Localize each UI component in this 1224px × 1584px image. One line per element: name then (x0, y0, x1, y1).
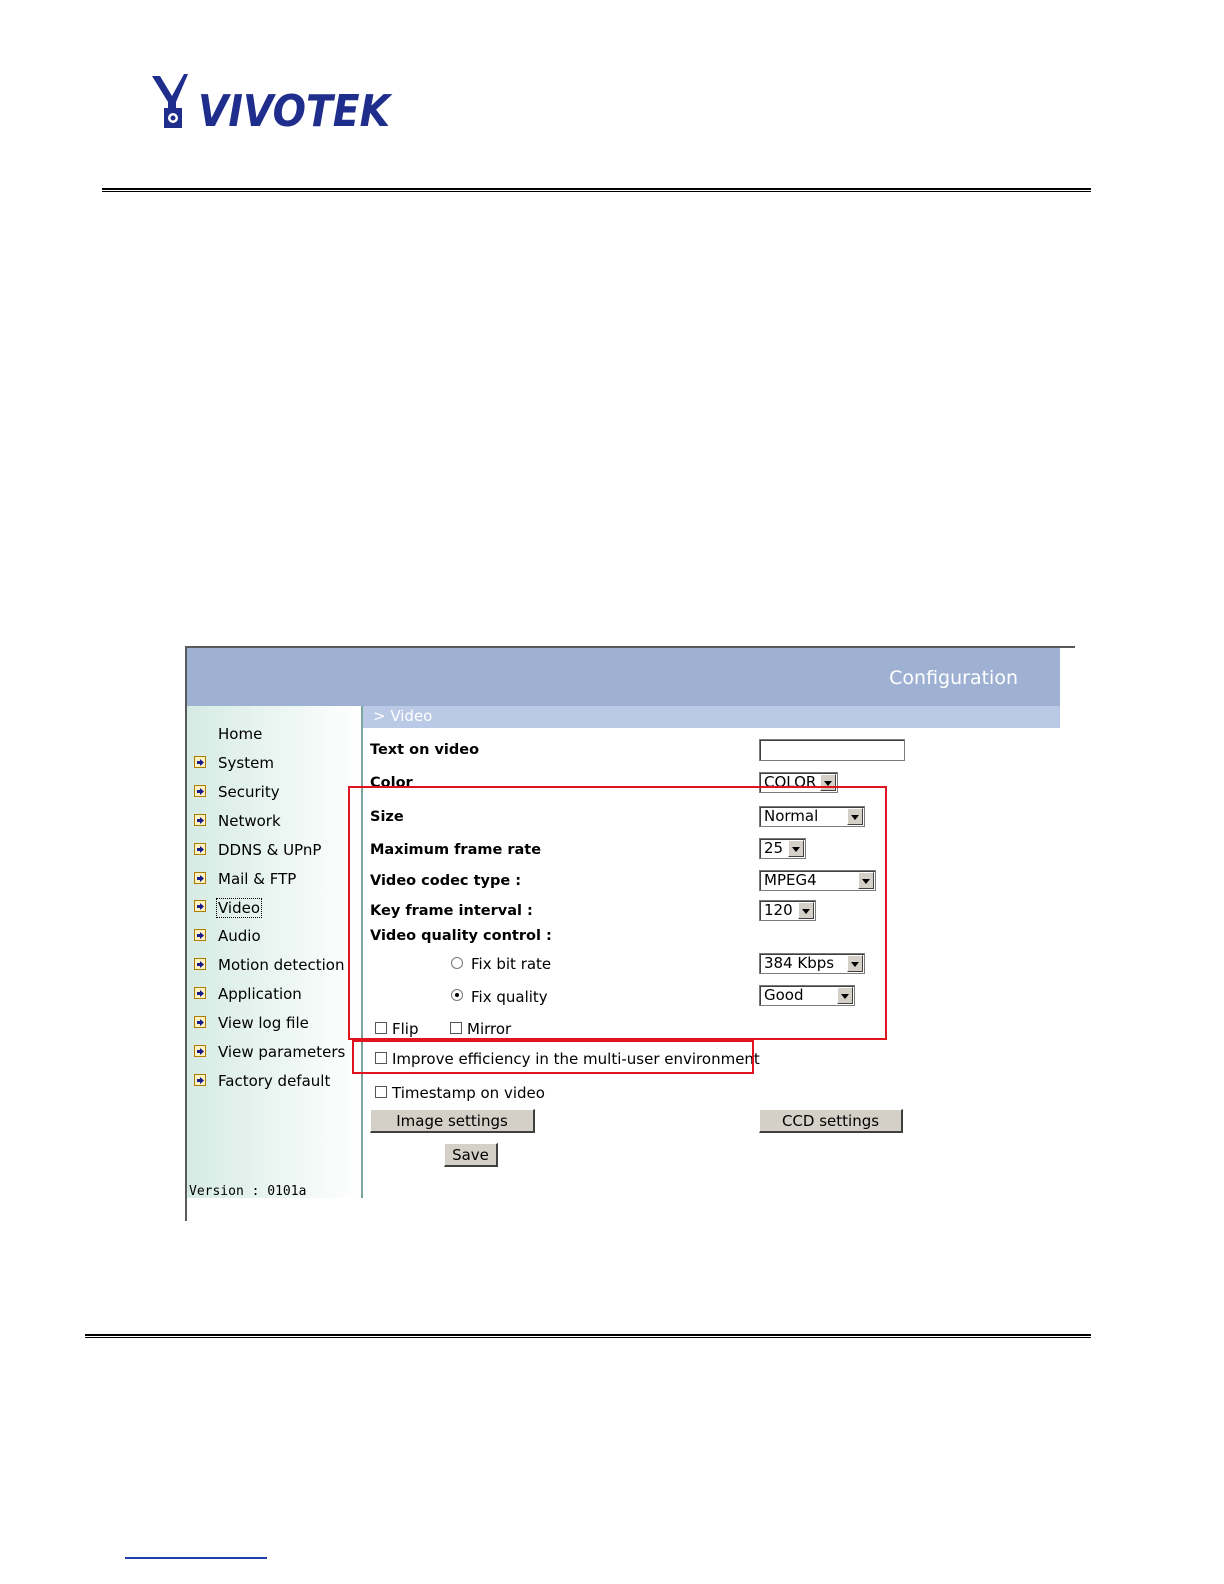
fix-quality-label: Fix quality (471, 988, 548, 1006)
improve-efficiency-label: Improve efficiency in the multi-user environment (392, 1050, 760, 1068)
codec-select-value: MPEG4 (764, 871, 817, 889)
save-button[interactable]: Save (444, 1143, 498, 1167)
breadcrumb-text: > Video (373, 707, 433, 725)
flip-label: Flip (392, 1020, 419, 1038)
footer-rule (85, 1334, 1091, 1338)
arrow-right-icon (194, 958, 206, 970)
sidebar-item-application[interactable] (187, 985, 361, 1009)
color-label: Color (370, 775, 413, 791)
sidebar-item-label: View log file (218, 1014, 309, 1032)
sidebar-item-security[interactable] (187, 783, 361, 807)
bit-rate-select[interactable] (759, 953, 865, 974)
fix-quality-radio[interactable] (451, 989, 463, 1001)
sidebar-item-label: System (218, 753, 274, 772)
codec-label: Video codec type : (370, 873, 522, 889)
sidebar-item-ddns-upnp[interactable] (187, 841, 361, 865)
arrow-right-icon (194, 756, 206, 768)
image-settings-button[interactable]: Image settings (370, 1109, 535, 1133)
footer-link-underline[interactable] (125, 1557, 267, 1559)
sidebar-item-home[interactable] (187, 725, 361, 749)
chevron-down-icon (798, 902, 814, 919)
sidebar-item-label: Factory default (218, 1071, 331, 1090)
mirror-checkbox[interactable] (450, 1022, 462, 1034)
fix-bit-rate-radio[interactable] (451, 957, 463, 969)
fix-bit-rate-label: Fix bit rate (471, 955, 552, 973)
bit-rate-select-value: 384 Kbps (764, 954, 835, 972)
frame-rate-select-value: 25 (764, 839, 784, 857)
quality-select-value: Good (764, 986, 804, 1004)
chevron-down-icon (858, 872, 874, 889)
chevron-down-icon (837, 987, 853, 1004)
timestamp-label: Timestamp on video (392, 1084, 545, 1102)
arrow-right-icon (194, 872, 206, 884)
text-on-video-label: Text on video (370, 742, 480, 758)
config-banner (187, 648, 1060, 706)
chevron-down-icon (788, 840, 804, 857)
quality-select[interactable] (759, 985, 855, 1006)
text-on-video-input[interactable] (759, 739, 905, 761)
color-select[interactable] (759, 772, 838, 793)
sidebar-item-label: Audio (218, 927, 261, 946)
flip-checkbox[interactable] (375, 1022, 387, 1034)
arrow-right-icon (194, 1045, 206, 1057)
sidebar-item-label: Application (218, 985, 302, 1004)
sidebar-item-label: Mail & FTP (218, 869, 297, 888)
breadcrumb (363, 706, 1060, 728)
arrow-right-icon (194, 843, 206, 855)
quality-control-label: Video quality control : (370, 928, 552, 944)
size-select-value: Normal (764, 807, 819, 825)
sidebar-item-video[interactable] (187, 898, 361, 922)
sidebar-item-system[interactable] (187, 754, 361, 778)
chevron-down-icon (847, 808, 863, 825)
arrow-right-icon (194, 1016, 206, 1028)
size-label: Size (370, 809, 404, 825)
sidebar-item-label: Motion detection (218, 956, 345, 975)
config-window (185, 646, 1075, 1221)
frame-rate-select[interactable] (759, 838, 806, 859)
header-rule (102, 188, 1091, 192)
sidebar-item-label: DDNS & UPnP (218, 840, 322, 859)
improve-efficiency-checkbox[interactable] (375, 1052, 387, 1064)
key-frame-label: Key frame interval : (370, 903, 533, 919)
sidebar (187, 706, 361, 1198)
sidebar-item-mail-ftp[interactable] (187, 870, 361, 894)
sidebar-item-motion-detection[interactable] (187, 956, 361, 980)
ccd-settings-button[interactable]: CCD settings (759, 1109, 903, 1133)
sidebar-item-label: Home (218, 725, 263, 743)
arrow-right-icon (194, 1074, 206, 1086)
arrow-right-icon (194, 987, 206, 999)
max-frame-rate-label: Maximum frame rate (370, 842, 542, 858)
sidebar-item-audio[interactable] (187, 927, 361, 951)
sidebar-item-label: Video (218, 899, 261, 918)
timestamp-checkbox[interactable] (375, 1086, 387, 1098)
sidebar-item-factory-default[interactable] (187, 1072, 361, 1096)
key-frame-select-value: 120 (764, 901, 793, 919)
codec-select[interactable] (759, 870, 876, 891)
sidebar-item-label: Network (218, 811, 281, 830)
key-frame-select[interactable] (759, 900, 816, 921)
sidebar-divider (361, 706, 363, 1198)
arrow-right-icon (194, 929, 206, 941)
sidebar-item-network[interactable] (187, 812, 361, 836)
banner-title: Configuration (889, 667, 1018, 689)
arrow-right-icon (194, 814, 206, 826)
sidebar-item-label: View parameters (218, 1042, 346, 1061)
version-label: Version : 0101a (189, 1184, 307, 1199)
sidebar-item-label: Security (218, 782, 280, 801)
arrow-right-icon (194, 900, 206, 912)
color-select-value: COLOR (764, 773, 817, 791)
vivotek-logo (150, 72, 395, 134)
arrow-right-icon (194, 785, 206, 797)
sidebar-item-view-parameters[interactable] (187, 1043, 361, 1067)
mirror-label: Mirror (467, 1020, 512, 1038)
sidebar-item-view-log-file[interactable] (187, 1014, 361, 1038)
svg-text:VIVOTEK: VIVOTEK (198, 86, 393, 134)
size-select[interactable] (759, 806, 865, 827)
chevron-down-icon (847, 955, 863, 972)
chevron-down-icon (820, 774, 836, 791)
